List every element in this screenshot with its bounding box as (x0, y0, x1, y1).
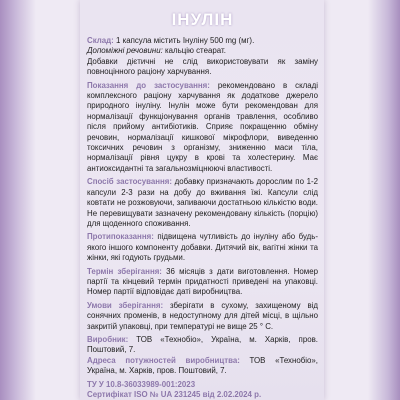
usage-text: добавку призначають дорослим по 1-2 капсули 2-3 рази на добу до вживання їжі. Капсули слід ковтати не розжовуючи, запиваючи достатньою кількістю води. Не перевищувати зазначену рекомендовану кількість (порцію) для щоденного споживання. (87, 177, 318, 228)
manufacturer-text: ТОВ «Технобіо», Україна, м. Харків, пров. Поштовий, 7. (87, 334, 318, 355)
facility-heading: Адреса потужностей виробництва: (87, 355, 240, 365)
usage-heading: Спосіб застосування: (87, 177, 173, 187)
excipients-text: кальцію стеарат. (162, 46, 226, 56)
usage-section (87, 177, 318, 229)
storage-heading: Умови зберігання: (87, 300, 164, 310)
shelf-life-text: 36 місяців з дати виготовлення. Номер партії та кінцевий термін придатності приведені на упаковці. Номер партії відповідає даті виробництва. (87, 266, 318, 297)
contraindications-text: підвищена чутливість до інуліну або будь-якого іншого компоненту добавки. Дитячий вік, вагітні жінки та жінки, які годують грудьми. (87, 232, 318, 263)
indications-heading: Показання до застосування: (87, 80, 210, 90)
shelf-life-heading: Термін зберігання: (87, 266, 162, 276)
facility-section (87, 356, 318, 377)
indications-section (87, 81, 318, 175)
composition-heading: Склад: (87, 36, 114, 45)
composition-text: 1 капсула містить Інуліну 500 mg (мг). (113, 36, 255, 45)
contraindications-section (87, 232, 318, 263)
manufacturer-heading: Виробник: (87, 334, 129, 344)
manufacturer-section (87, 335, 318, 356)
storage-text: зберігати в сухому, захищеному від сонячних променів, в недоступному для дітей місці, в щільно закритій упаковці, при температурі не вище 25 ° С. (87, 300, 318, 331)
indications-text: рекомендовано в складі комплексного раціону харчування як додаткове джерело природного інуліну. Інулін може бути рекомендован для нормалізації функціонування органів травлення, особливо після прийому антибіотиків. Сприяє покращенню обміну речовин, нормалізації кишкової мікрофлори, виведенню токсичних речовин з організму, зниженню маси тіла, нормалізації рівня цукру в крові та холестерину. Має антиоксидантні та загальнозміцнюючі властивості. (87, 80, 318, 173)
certificate-text: Сертифікат ISO № UA 231245 від 2.02.2024 р. (87, 390, 262, 399)
contraindications-heading: Протипоказання: (87, 232, 154, 242)
product-label (80, 0, 324, 400)
facility-text: ТОВ «Технобіо», Україна, м. Харків, пров. Поштовий, 7. (87, 355, 318, 376)
storage-section (87, 301, 318, 332)
excipients-section (87, 46, 318, 56)
tu-code: ТУ У 10.8-36033989-001:2023 (87, 379, 196, 389)
composition-section (87, 36, 318, 46)
excipients-heading: Допоміжні речовини: (87, 46, 163, 56)
shelf-life-section (87, 267, 318, 298)
product-title: ІНУЛІН (171, 10, 234, 29)
warning-text: Добавки дієтичні не слід використовувати як заміну повноцінного раціону харчування. (87, 56, 318, 77)
